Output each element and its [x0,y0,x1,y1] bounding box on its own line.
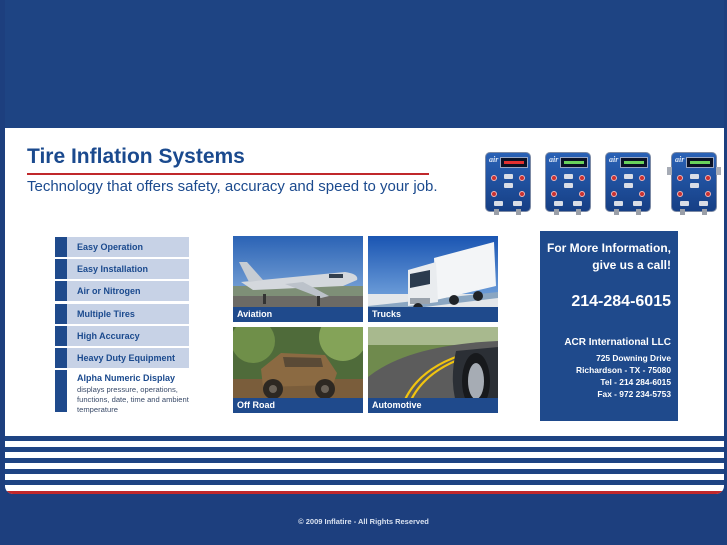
feature-item [55,370,189,415]
decorative-stripes [5,432,724,494]
contact-heading: For More Information, give us a call! [547,241,671,272]
feature-list [55,237,189,414]
main-content [5,128,724,432]
contact-phone: 214-284-6015 [571,293,671,310]
feature-item: Easy Operation [55,237,189,257]
page-frame [5,0,724,494]
page-title: Tire Inflation Systems [27,145,245,168]
tile-caption: Trucks [368,307,498,322]
footer-copyright: © 2009 Inflatire - All Rights Reserved [298,517,429,526]
title-divider [27,173,429,175]
tile-caption: Automotive [368,398,498,413]
trucks-tile[interactable] [368,236,498,322]
device-image-1: air [485,152,531,212]
company-address: 725 Downing Drive Richardson - TX - 75080 Tel - 214 284-6015 Fax - 972 234-5753 [576,353,671,399]
device-image-2: air [545,152,591,212]
feature-item: High Accuracy [55,326,189,346]
company-name: ACR International LLC [564,337,671,348]
feature-item: Easy Installation [55,259,189,279]
feature-description: displays pressure, operations, functions, date, time and ambient temperature [77,385,189,415]
page-subtitle: Technology that offers safety, accuracy and speed to your job. [27,178,438,195]
tile-caption: Aviation [233,307,363,322]
tile-caption: Off Road [233,398,363,413]
product-images [479,148,719,214]
contact-box [540,231,678,421]
aviation-tile[interactable] [233,236,363,322]
feature-title: Alpha Numeric Display [77,373,176,384]
top-banner [5,0,724,128]
automotive-tile[interactable] [368,327,498,413]
feature-item: Air or Nitrogen [55,281,189,301]
device-image-4: air [671,152,717,212]
device-image-3: air [605,152,651,212]
offroad-tile[interactable] [233,327,363,413]
feature-item: Multiple Tires [55,304,189,324]
feature-item: Heavy Duty Equipment [55,348,189,368]
